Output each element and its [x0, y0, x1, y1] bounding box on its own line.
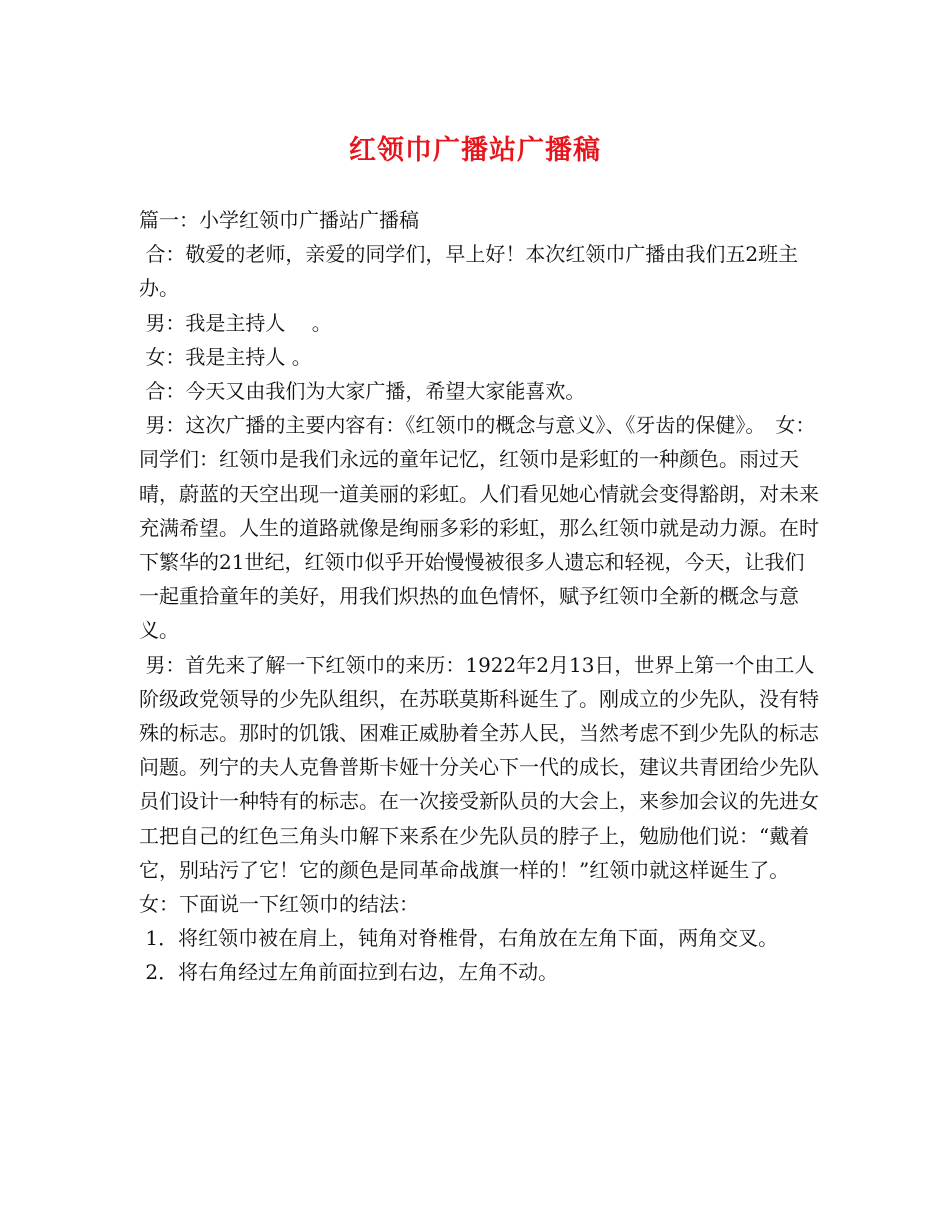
paragraph: 女：我是主持人 。 — [139, 344, 312, 369]
document-body — [139, 203, 819, 990]
document-title: 红领巾广播站广播稿 — [349, 135, 601, 166]
paragraph: 男：首先来了解一下红领巾的来历：1922年2月13日，世界上第一个由工人阶级政党领导的少先队组织，在苏联莫斯科诞生了。刚成立的少先队，没有特殊的标志。那时的饥饿、困难正威胁着全苏人民，当然考虑不到少先队的标志问题。列宁的夫人克鲁普斯卡娅十分关心下一代的成长，建议共青团给少先队员们设计一种特有的标志。在一次接受新队员的大会上，来参加会议的先进女工把自己的红色三角头巾解下来系在少先队员的脖子上，勉励他们说：“戴着它，别玷污了它！它的颜色是同革命战旗一样的！”红领巾就这样诞生了。 女：下面说一下红领巾的结法： — [139, 652, 819, 917]
paragraph: 男：我是主持人 。 — [139, 310, 332, 335]
paragraph: 男：这次广播的主要内容有：《红领巾的概念与意义》、《牙齿的保健》。 女：同学们：红领巾是我们永远的童年记忆，红领巾是彩虹的一种颜色。雨过天晴，蔚蓝的天空出现一道美丽的彩虹。人们看见她心情就会变得豁朗，对未来充满希望。人生的道路就像是绚丽多彩的彩虹，那么红领巾就是动力源。在时下繁华的21世纪，红领巾似乎开始慢慢被很多人遗忘和轻视，今天，让我们一起重拾童年的美好，用我们炽热的血色情怀，赋予红领巾全新的概念与意义。 — [139, 413, 819, 643]
paragraph: 合：今天又由我们为大家广播，希望大家能喜欢。 — [139, 379, 586, 404]
list-item: 2．将右角经过左角前面拉到右边，左角不动。 — [139, 960, 559, 985]
paragraph: 合：敬爱的老师，亲爱的同学们，早上好！本次红领巾广播由我们五2班主办。 — [139, 242, 799, 301]
section-heading: 篇一：小学红领巾广播站广播稿 — [139, 208, 419, 232]
list-item: 1．将红领巾被在肩上，钝角对脊椎骨，右角放在左角下面，两角交叉。 — [139, 926, 779, 951]
